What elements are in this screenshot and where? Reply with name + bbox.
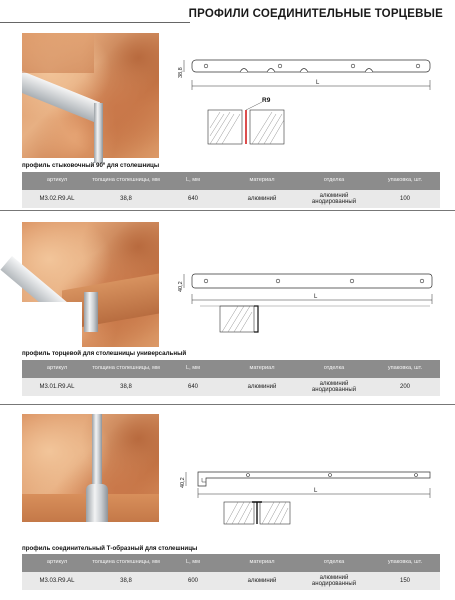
cell-sku: M3.01.R9.AL xyxy=(22,378,92,396)
col-sku: артикул xyxy=(22,172,92,190)
cell-sku: M3.02.R9.AL xyxy=(22,190,92,208)
cell-length: 640 xyxy=(160,378,226,396)
technical-drawing-3 xyxy=(180,438,440,548)
page-title: ПРОФИЛИ СОЕДИНИТЕЛЬНЫЕ ТОРЦЕВЫЕ xyxy=(188,8,443,20)
col-finish: отделка xyxy=(298,360,370,378)
cell-package: 100 xyxy=(370,190,440,208)
cell-finish: алюминий анодированный xyxy=(298,190,370,208)
product-photo-2 xyxy=(22,222,159,347)
table-row xyxy=(22,572,440,590)
col-finish: отделка xyxy=(298,554,370,572)
col-package: упаковка, шт. xyxy=(370,172,440,190)
table-header-row xyxy=(22,360,440,378)
table-header-row xyxy=(22,172,440,190)
cell-thickness: 38,8 xyxy=(92,190,160,208)
length-label-2: L xyxy=(314,294,318,300)
header-rule xyxy=(0,22,190,23)
cell-length: 600 xyxy=(160,572,226,590)
table-row xyxy=(22,378,440,396)
table-row xyxy=(22,190,440,208)
cell-sku: M3.03.R9.AL xyxy=(22,572,92,590)
thickness-label-2: 40,2 xyxy=(178,281,184,292)
col-thickness: толщина столешницы, мм xyxy=(92,172,160,190)
cell-material: алюминий xyxy=(226,378,298,396)
thickness-label-3: 40,2 xyxy=(180,477,186,488)
col-length: L, мм xyxy=(160,172,226,190)
table-header-row xyxy=(22,554,440,572)
cell-material: алюминий xyxy=(226,572,298,590)
col-sku: артикул xyxy=(22,360,92,378)
spec-table-1 xyxy=(22,172,440,208)
radius-label: R9 xyxy=(262,97,271,104)
cell-finish: алюминий анодированный xyxy=(298,572,370,590)
col-length: L, мм xyxy=(160,554,226,572)
product-name-2: профиль торцевой для столешницы универсальный xyxy=(22,350,187,357)
cell-thickness: 38,8 xyxy=(92,572,160,590)
product-photo-1 xyxy=(22,33,159,158)
spec-table-3 xyxy=(22,554,440,590)
cell-material: алюминий xyxy=(226,190,298,208)
col-package: упаковка, шт. xyxy=(370,554,440,572)
length-label-3: L xyxy=(314,488,318,494)
length-label-1: L xyxy=(316,80,320,86)
col-material: материал xyxy=(226,360,298,378)
spec-table-2 xyxy=(22,360,440,396)
product-photo-3 xyxy=(22,414,159,539)
thickness-label-1: 38,8 xyxy=(178,67,184,78)
cell-length: 640 xyxy=(160,190,226,208)
col-material: материал xyxy=(226,172,298,190)
cell-package: 200 xyxy=(370,378,440,396)
col-length: L, мм xyxy=(160,360,226,378)
technical-drawing-2 xyxy=(180,245,440,355)
section-divider xyxy=(0,210,455,211)
section-divider xyxy=(0,404,455,405)
col-package: упаковка, шт. xyxy=(370,360,440,378)
col-sku: артикул xyxy=(22,554,92,572)
col-thickness: толщина столешницы, мм xyxy=(92,554,160,572)
technical-drawing-1 xyxy=(180,45,440,155)
product-name-3: профиль соединительный Т-образный для столешницы xyxy=(22,545,198,552)
col-thickness: толщина столешницы, мм xyxy=(92,360,160,378)
cell-finish: алюминий анодированный xyxy=(298,378,370,396)
product-name-1: профиль стыковочный 90º для столешницы xyxy=(22,162,160,169)
cell-package: 150 xyxy=(370,572,440,590)
col-material: материал xyxy=(226,554,298,572)
cell-thickness: 38,8 xyxy=(92,378,160,396)
col-finish: отделка xyxy=(298,172,370,190)
